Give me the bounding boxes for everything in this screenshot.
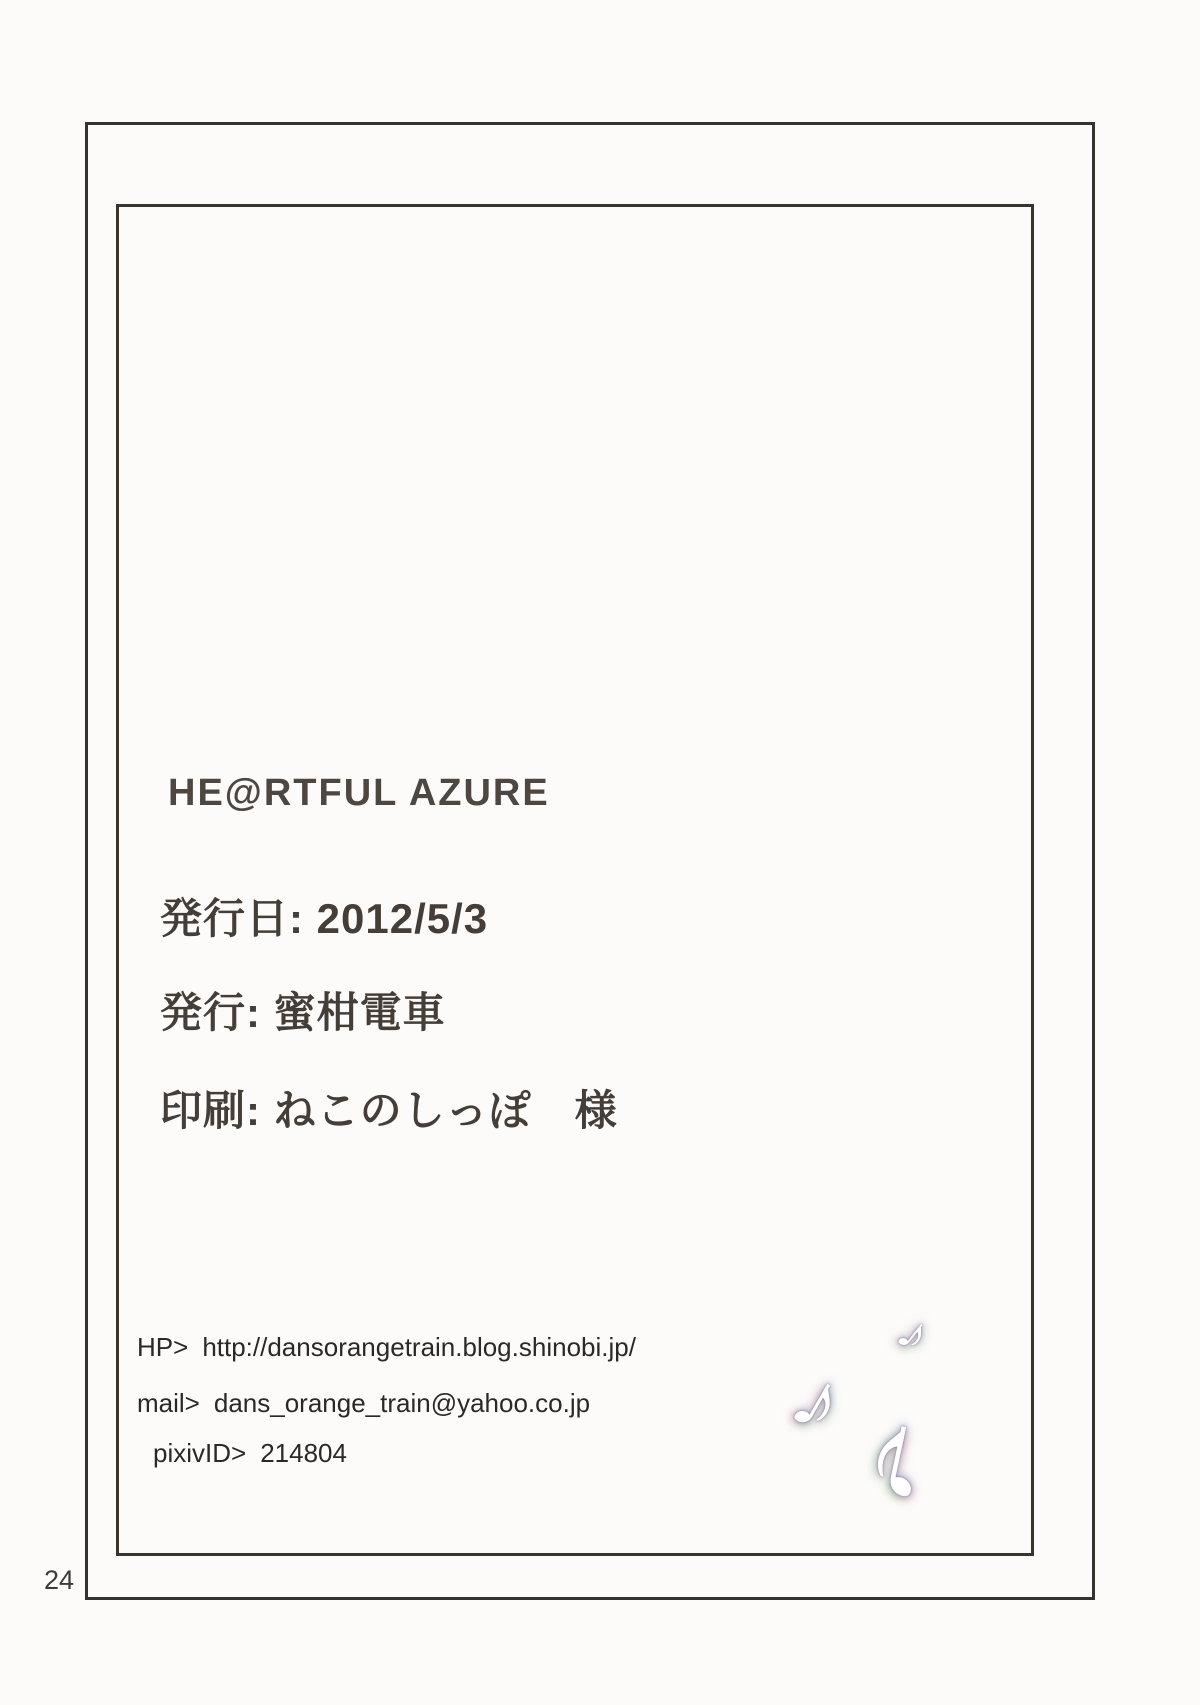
- eighth-note-icon: ♪: [775, 1348, 862, 1454]
- pixiv-id-label: pixivID>: [153, 1438, 247, 1468]
- printer-line: 印刷: ねこのしっぽ 様: [160, 1087, 618, 1134]
- eighth-note-icon: ♪: [854, 1380, 944, 1528]
- mail-address: dans_orange_train@yahoo.co.jp: [213, 1388, 591, 1418]
- publisher-line: 発行: 蜜柑電車: [160, 989, 446, 1036]
- homepage-label: HP>: [137, 1332, 189, 1362]
- mail-line: [137, 1388, 590, 1419]
- publication-date-line: 発行日: 2012/5/3: [160, 895, 489, 942]
- pixiv-id-line: [153, 1438, 347, 1469]
- mail-label: mail>: [137, 1388, 200, 1418]
- homepage-line: [137, 1332, 636, 1363]
- eighth-note-icon: ♪: [885, 1303, 943, 1365]
- homepage-url: http://dansorangetrain.blog.shinobi.jp/: [202, 1332, 636, 1362]
- doujin-title: HE@RTFUL AZURE: [168, 772, 550, 814]
- page-number: 24: [44, 1565, 75, 1595]
- pixiv-id-value: 214804: [260, 1438, 347, 1468]
